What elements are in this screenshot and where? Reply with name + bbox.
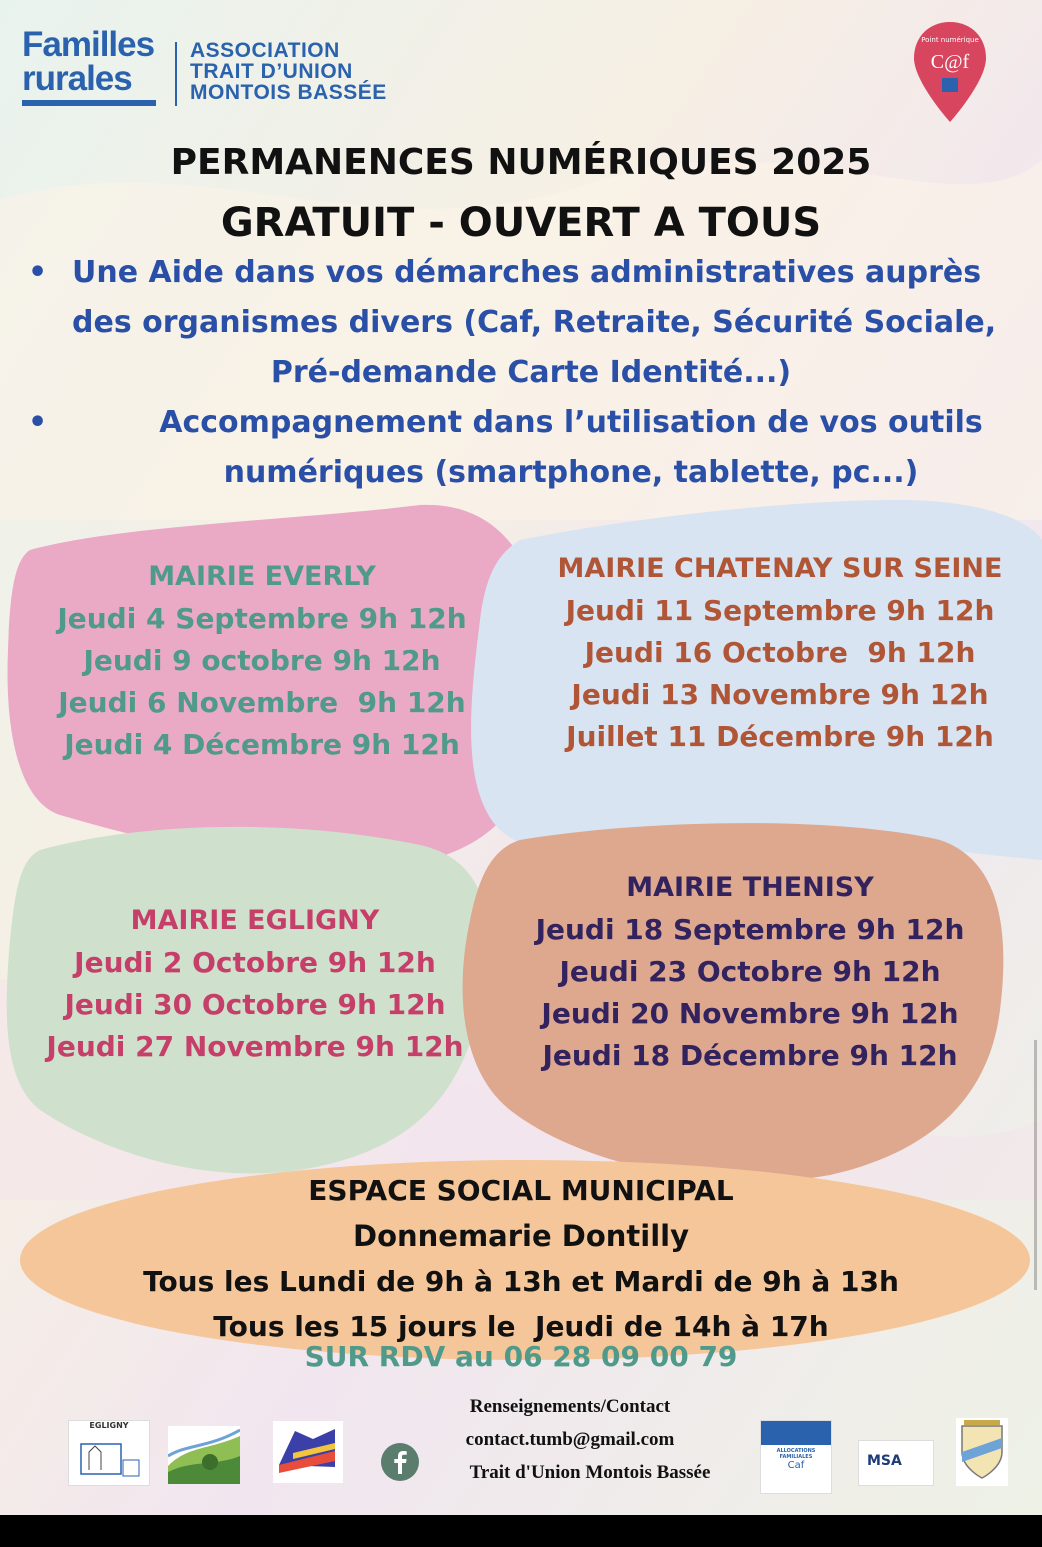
schedule-date: Jeudi 11 Septembre 9h 12h: [565, 594, 995, 627]
schedule-date: Jeudi 16 Octobre 9h 12h: [584, 636, 976, 669]
schedule-date: Jeudi 30 Octobre 9h 12h: [64, 988, 446, 1021]
schedule-date: Jeudi 20 Novembre 9h 12h: [541, 997, 959, 1030]
mairie-name: MAIRIE EGLIGNY: [130, 905, 380, 936]
familles-rurales-logo: [22, 25, 162, 106]
espace-hours-2: Tous les 15 jours le Jeudi de 14h à 17h: [213, 1310, 829, 1343]
schedule-date: Juillet 11 Décembre 9h 12h: [566, 720, 994, 753]
egligny-logo: [68, 1420, 150, 1486]
caf-pin-icon: [910, 18, 990, 126]
village-icon: [69, 1430, 147, 1480]
services-list: [20, 248, 1042, 498]
caf-logo-top: [761, 1421, 831, 1445]
bottom-bar: [0, 1515, 1042, 1547]
list-item: [20, 248, 1042, 398]
schedule-date: Jeudi 6 Novembre 9h 12h: [58, 686, 466, 719]
page-subtitle: GRATUIT - OUVERT A TOUS: [220, 200, 822, 246]
schedule-date: Jeudi 13 Novembre 9h 12h: [571, 678, 989, 711]
contact-facebook[interactable]: Trait d'Union Montois Bassée: [469, 1462, 711, 1483]
facebook-icon[interactable]: [380, 1442, 420, 1482]
espace-hours: Tous les Lundi de 9h à 13h et Mardi de 9h à 13h: [143, 1265, 899, 1298]
logo-line-2: rurales: [22, 59, 132, 98]
caf-logo: [760, 1420, 832, 1494]
crest-logo: [956, 1418, 1008, 1486]
mairie-everly: [52, 556, 472, 766]
schedule-date: Jeudi 18 Décembre 9h 12h: [542, 1039, 958, 1072]
rdv-phone: SUR RDV au 06 28 09 00 79: [304, 1340, 738, 1373]
association-name: [190, 40, 387, 103]
landscape-logo: [168, 1426, 240, 1484]
egligny-logo-label: EGLIGNY: [89, 1421, 129, 1430]
schedule-date: Jeudi 18 Septembre 9h 12h: [535, 913, 965, 946]
msa-logo-label: MSA: [867, 1453, 902, 1469]
mairie-egligny: [40, 900, 470, 1068]
schedule-date: Jeudi 27 Novembre 9h 12h: [46, 1030, 464, 1063]
schedule-date: Jeudi 23 Octobre 9h 12h: [559, 955, 941, 988]
logo-bar: [22, 100, 156, 106]
schedule-date: Jeudi 4 Septembre 9h 12h: [57, 602, 467, 635]
assoc-line: ASSOCIATION: [190, 39, 340, 62]
espace-name: ESPACE SOCIAL MUNICIPAL: [308, 1174, 734, 1207]
logo-divider: [175, 42, 177, 106]
assoc-line: MONTOIS BASSÉE: [190, 81, 387, 104]
schedule-date: Jeudi 9 octobre 9h 12h: [83, 644, 441, 677]
caf-logo-label: ALLOCATIONS FAMILIALES: [776, 1448, 816, 1460]
contact-email[interactable]: contact.tumb@gmail.com: [465, 1429, 675, 1450]
mairie-thenisy: [520, 867, 980, 1077]
side-text: [1030, 1040, 1042, 1290]
logo-line-1: Familles: [22, 25, 155, 64]
bullet-line: numériques (smartphone, tablette, pc...): [223, 455, 919, 490]
page-title: PERMANENCES NUMÉRIQUES 2025: [170, 142, 872, 183]
caf-logo-sub: Caf: [787, 1460, 805, 1471]
contact-heading: Renseignements/Contact: [469, 1396, 671, 1417]
bullet-line: Accompagnement dans l’utilisation de vos outils: [159, 405, 983, 440]
mairie-chatenay: [535, 548, 1025, 758]
mairie-name: MAIRIE THENISY: [626, 872, 874, 903]
caf-arc-text: Point numérique: [921, 36, 979, 44]
bullet-line: des organismes divers (Caf, Retraite, Sécurité Sociale,: [72, 305, 997, 340]
community-logo: [273, 1421, 343, 1483]
list-item: [20, 398, 1042, 498]
mairie-name: MAIRIE EVERLY: [148, 561, 376, 592]
bullet-dot-icon: •: [28, 255, 48, 290]
schedule-date: Jeudi 4 Décembre 9h 12h: [64, 728, 460, 761]
caf-badge-text: C@f: [930, 51, 970, 73]
bullet-dot-icon: •: [28, 405, 48, 440]
espace-place: Donnemarie Dontilly: [353, 1219, 689, 1253]
assoc-line: TRAIT D’UNION: [190, 60, 353, 83]
msa-logo: [858, 1440, 934, 1486]
bullet-line: Pré-demande Carte Identité...): [270, 355, 792, 390]
espace-social-block: [0, 1168, 1042, 1349]
bullet-line: Une Aide dans vos démarches administratives auprès: [72, 255, 982, 290]
mairie-name: MAIRIE CHATENAY SUR SEINE: [557, 553, 1003, 584]
schedule-date: Jeudi 2 Octobre 9h 12h: [74, 946, 436, 979]
